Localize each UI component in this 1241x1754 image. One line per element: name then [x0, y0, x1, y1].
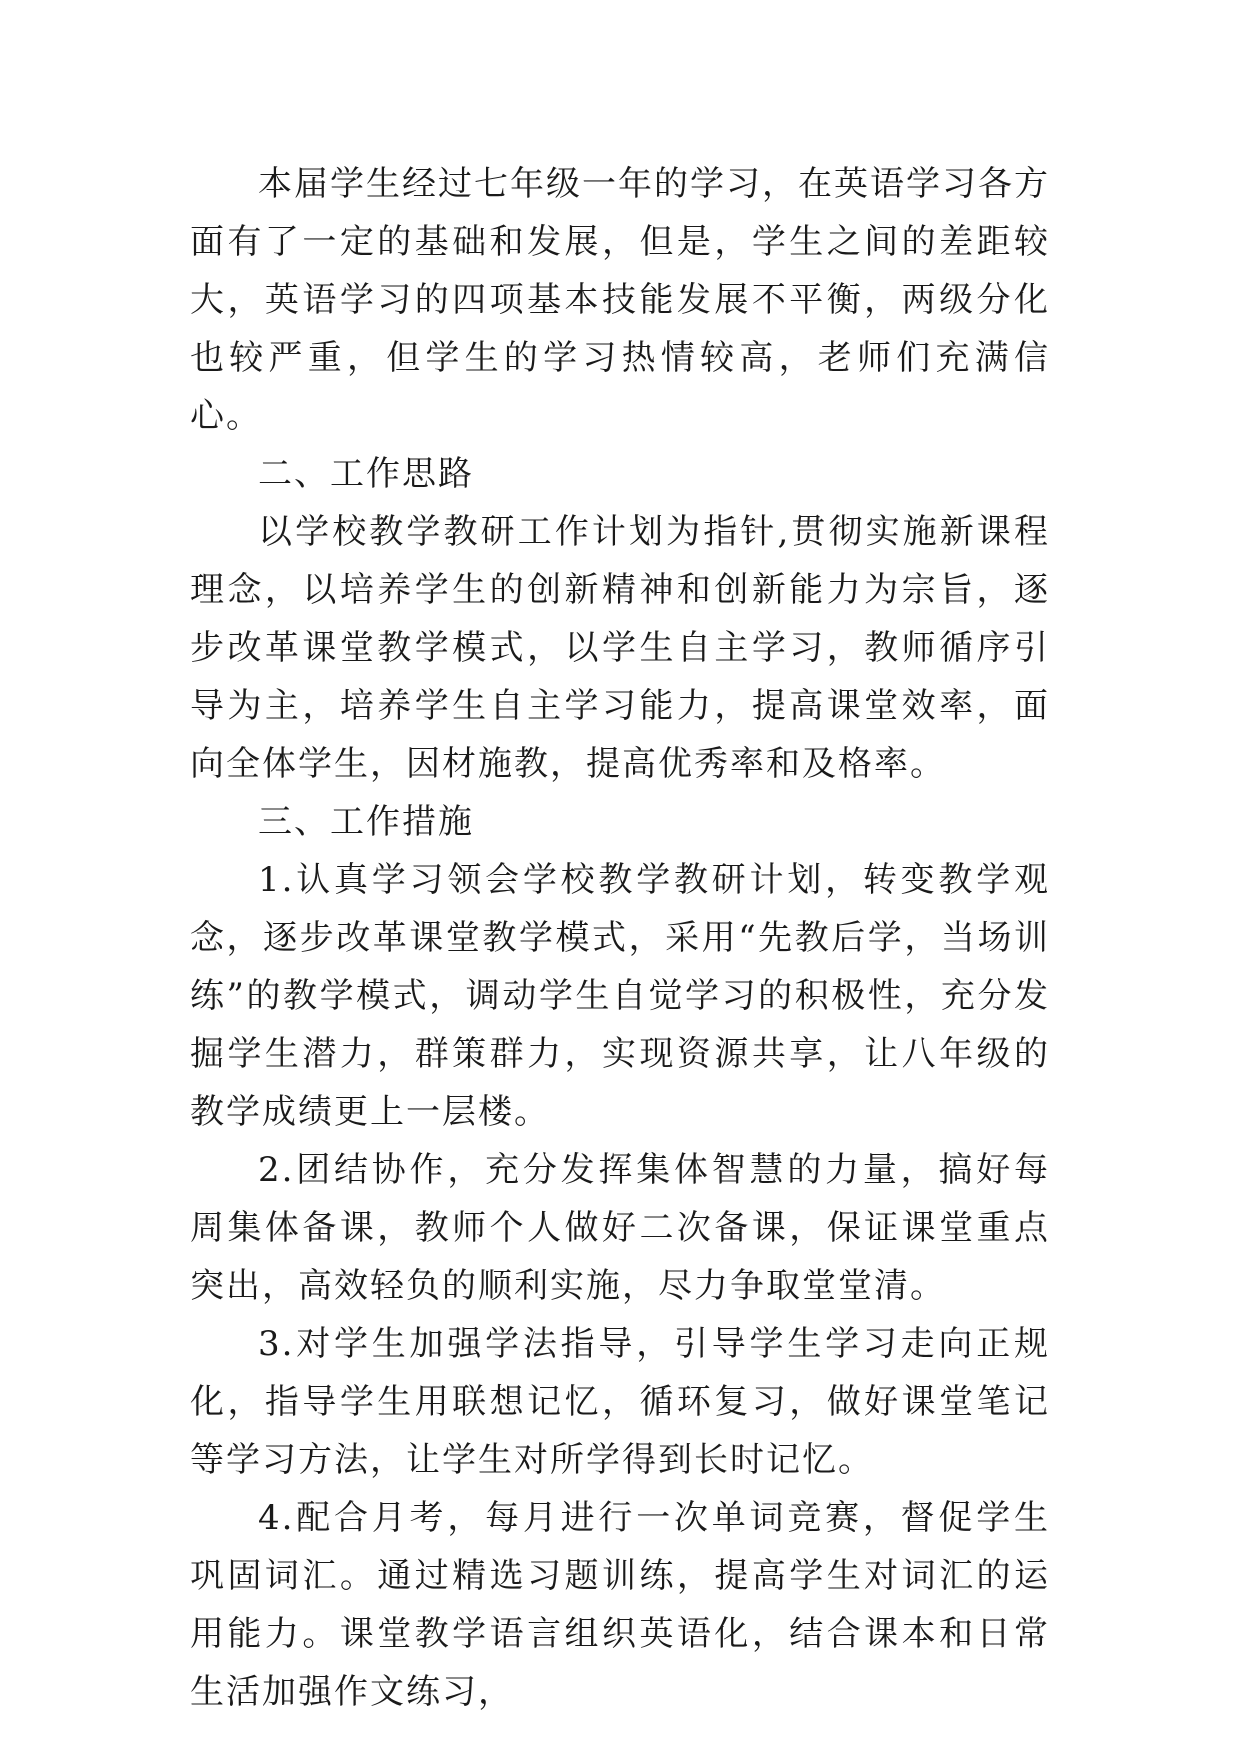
paragraph-measure-4: 4.配合月考，每月进行一次单词竞赛，督促学生巩固词汇。通过精选习题训练，提高学生对词汇的运用能力。课堂教学语言组织英语化，结合课本和日常生活加强作文练习，	[190, 1498, 1050, 1712]
document-body	[190, 155, 1050, 1721]
paragraph-measure-2: 2.团结协作，充分发挥集体智慧的力量，搞好每周集体备课，教师个人做好二次备课，保证课堂重点突出，高效轻负的顺利实施，尽力争取堂堂清。	[190, 1150, 1050, 1306]
paragraph-work-ideas: 以学校教学教研工作计划为指针,贯彻实施新课程理念，以培养学生的创新精神和创新能力为宗旨，逐步改革课堂教学模式，以学生自主学习，教师循序引导为主，培养学生自主学习能力，提高课堂效率，面向全体学生，因材施教，提高优秀率和及格率。	[190, 512, 1050, 784]
paragraph-measure-1: 1.认真学习领会学校教学教研计划，转变教学观念，逐步改革课堂教学模式，采用“先教后学，当场训练”的教学模式，调动学生自觉学习的积极性，充分发掘学生潜力，群策群力，实现资源共享，让八年级的教学成绩更上一层楼。	[190, 860, 1050, 1132]
paragraph-measure-3: 3.对学生加强学法指导，引导学生学习走向正规化，指导学生用联想记忆，循环复习，做好课堂笔记等学习方法，让学生对所学得到长时记忆。	[190, 1324, 1050, 1480]
heading-work-ideas: 二、工作思路	[258, 454, 474, 494]
paragraph-student-situation: 本届学生经过七年级一年的学习，在英语学习各方面有了一定的基础和发展，但是，学生之间的差距较大，英语学习的四项基本技能发展不平衡，两级分化也较严重，但学生的学习热情较高，老师们充满信心。	[190, 164, 1050, 436]
heading-work-measures: 三、工作措施	[258, 802, 474, 842]
